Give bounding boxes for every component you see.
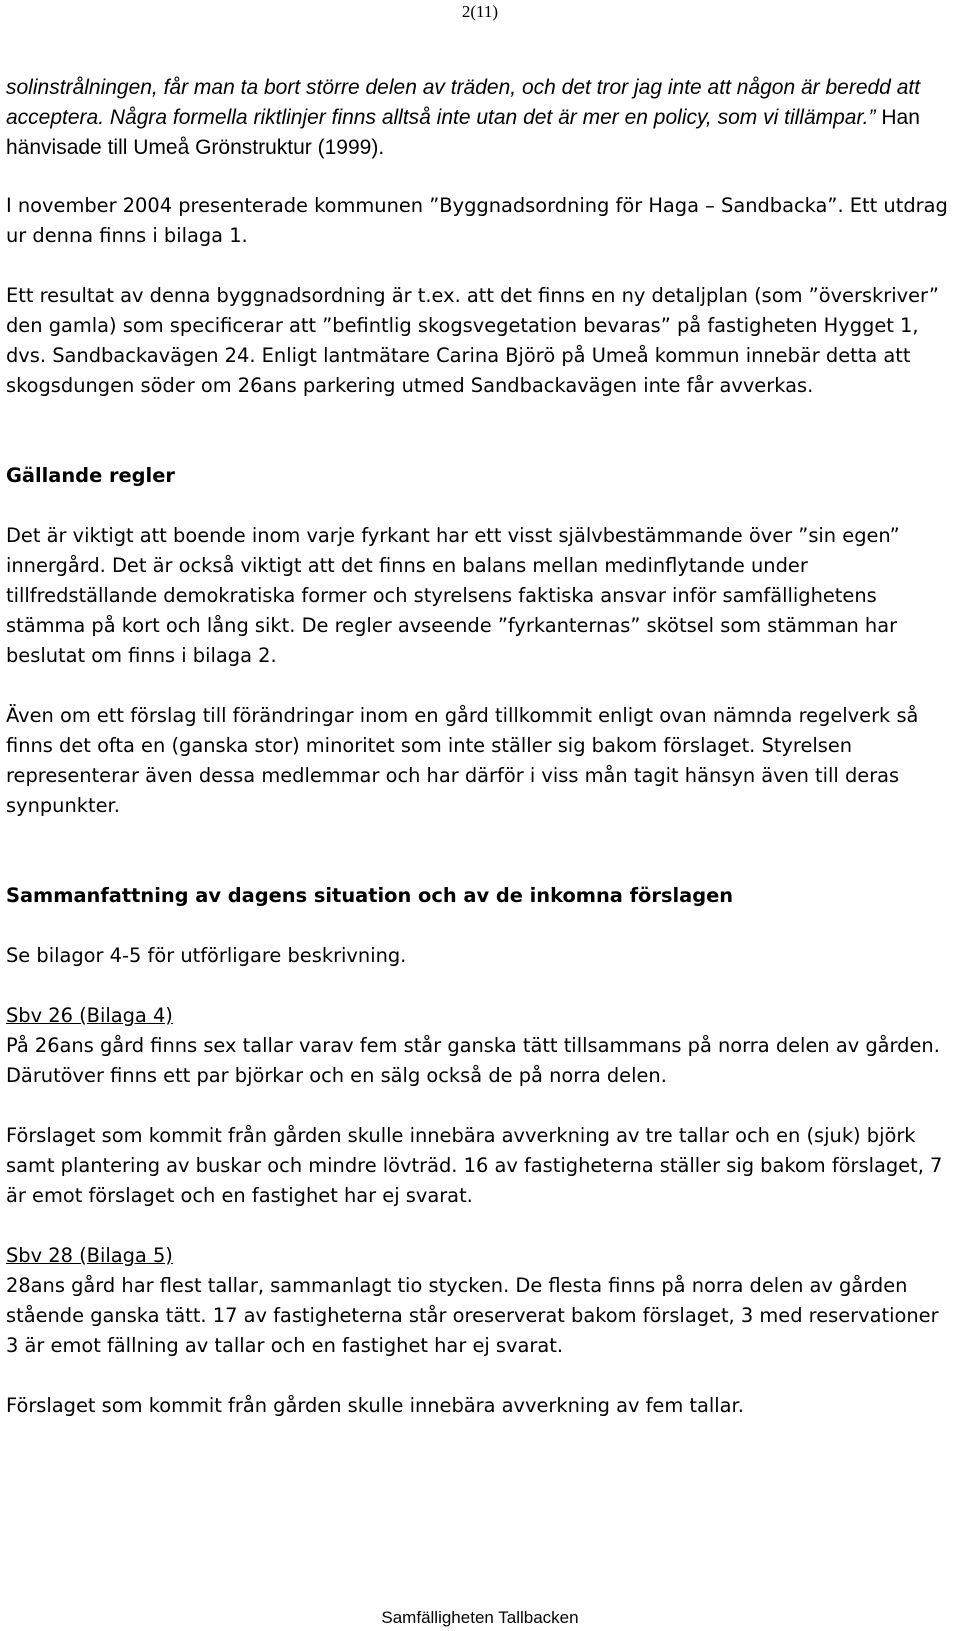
resultat-paragraph: Ett resultat av denna byggnadsordning är t.ex. att det finns en ny detaljplan (som ”överskriver” den gamla) som specificerar att ”befintlig skogsvegetation bevaras” på fastigheten Hygget 1, dvs. Sandbackavägen 24. Enligt lantmätare Carina Björö på Umeå kommun innebär detta att skogsdungen söder om 26ans parkering utmed Sandbackavägen inte får avverkas. [6,284,939,397]
intro-quote: solinstrålningen, får man ta bort större delen av träden, och det tror jag inte att någon är beredd att acceptera. Några formella riktlinjer finns alltså inte utan det är mer en policy, som vi tillämpar.” [6,76,921,129]
page-number: 2(11) [461,2,499,21]
intro-paragraph [6,73,956,163]
sbv28-paragraph-2: Förslaget som kommit från gården skulle innebära avverkning av fem tallar. [6,1394,744,1417]
page-footer: Samfälligheten Tallbacken [381,1608,579,1627]
heading-gallande-regler: Gällande regler [6,464,175,487]
heading-sammanfattning: Sammanfattning av dagens situation och av de inkomna förslagen [6,884,734,907]
intro-reference: Han hänvisade till Umeå Grönstruktur (1999). [6,106,920,159]
regler-paragraph-1: Det är viktigt att boende inom varje fyrkant har ett visst självbestämmande över ”sin egen” innergård. Det är också viktigt att det finns en balans mellan medinflytande under tillfredställande demokratiska former och styrelsens faktiska ansvar inför samfällighetens stämma på kort och lång sikt. De regler avseende ”fyrkanternas” skötsel som stämman har beslutat om finns i bilaga 2. [6,524,900,667]
sbv26-paragraph-1: På 26ans gård finns sex tallar varav fem står ganska tätt tillsammans på norra delen av gården. Därutöver finns ett par björkar och en sälg också de på norra delen. [6,1034,940,1087]
subheading-sbv26: Sbv 26 (Bilaga 4) [6,1004,173,1027]
subheading-sbv28: Sbv 28 (Bilaga 5) [6,1244,173,1267]
sammanfattning-intro: Se bilagor 4-5 för utförligare beskrivning. [6,944,407,967]
regler-paragraph-2: Även om ett förslag till förändringar inom en gård tillkommit enligt ovan nämnda regelverk så finns det ofta en (ganska stor) minoritet som inte ställer sig bakom förslaget. Styrelsen representerar även dessa medlemmar och har därför i viss mån tagit hänsyn även till deras synpunkter. [6,704,919,817]
sbv26-paragraph-2: Förslaget som kommit från gården skulle innebära avverkning av tre tallar och en (sjuk) björk samt plantering av buskar och mindre lövträd. 16 av fastigheterna ställer sig bakom förslaget, 7 är emot förslaget och en fastighet har ej svarat. [6,1124,943,1207]
document-body [6,73,956,1421]
sbv28-paragraph-1: 28ans gård har flest tallar, sammanlagt tio stycken. De flesta finns på norra delen av gården stående ganska tätt. 17 av fastigheterna står oreserverat bakom förslaget, 3 med reservationer 3 är emot fällning av tallar och en fastighet har ej svarat. [6,1274,939,1357]
byggnadsordning-paragraph: I november 2004 presenterade kommunen ”Byggnadsordning för Haga – Sandbacka”. Ett utdrag ur denna finns i bilaga 1. [6,194,948,247]
